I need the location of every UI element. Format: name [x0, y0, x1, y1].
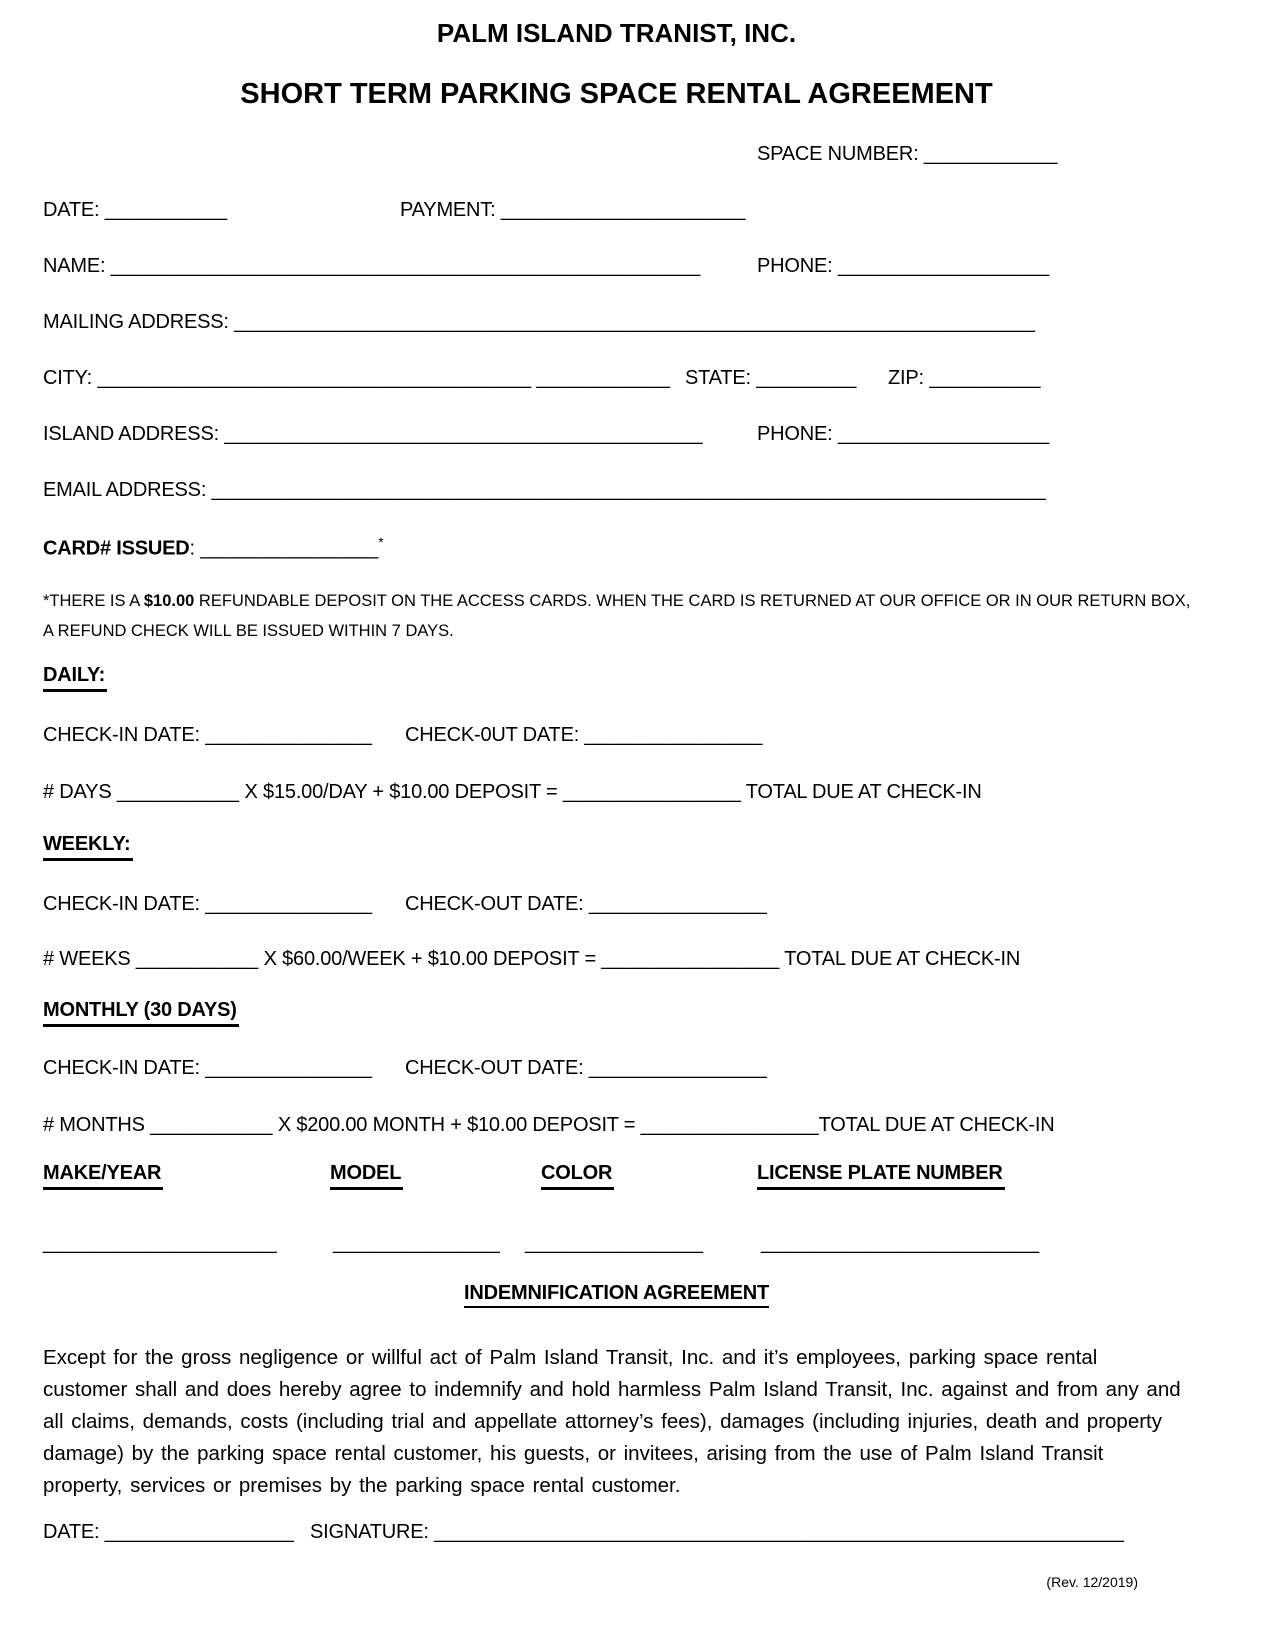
- monthly-section-row: [43, 999, 1190, 1027]
- city-blank-1[interactable]: _______________________________________: [97, 367, 532, 389]
- daily-check-in-blank[interactable]: _______________: [205, 724, 373, 746]
- mailing-address-label: MAILING ADDRESS:: [43, 311, 229, 333]
- payment-label: PAYMENT:: [400, 199, 496, 221]
- daily-check-out-label: CHECK-0UT DATE:: [405, 724, 580, 746]
- weekly-heading: WEEKLY:: [43, 833, 133, 861]
- monthly-rate-text: X $200.00 MONTH + $10.00 DEPOSIT =: [277, 1114, 636, 1136]
- vehicle-color-blank[interactable]: ________________: [525, 1232, 703, 1254]
- zip-label: ZIP:: [888, 367, 924, 389]
- monthly-qty-label: # MONTHS: [43, 1114, 145, 1136]
- card-issued-asterisk: *: [378, 534, 384, 550]
- signature-label: SIGNATURE:: [310, 1521, 429, 1543]
- mailing-address-row: [43, 311, 1190, 334]
- payment-blank[interactable]: ______________________: [500, 199, 746, 221]
- space-number-blank[interactable]: ____________: [923, 143, 1058, 165]
- vehicle-header-model: MODEL: [330, 1162, 403, 1190]
- daily-formula-row: [43, 781, 1190, 804]
- card-issued-row: [43, 534, 1190, 561]
- deposit-note: [43, 586, 1193, 646]
- vehicle-make-year-blank[interactable]: _____________________: [43, 1232, 277, 1254]
- card-issued-label: CARD# ISSUED: [43, 537, 190, 560]
- vehicle-header-color: COLOR: [541, 1162, 614, 1190]
- island-phone-blank[interactable]: ___________________: [837, 423, 1050, 445]
- monthly-check-in-blank[interactable]: _______________: [205, 1057, 373, 1079]
- monthly-total-label: TOTAL DUE AT CHECK-IN: [818, 1114, 1055, 1136]
- daily-total-blank[interactable]: ________________: [562, 781, 741, 803]
- footer-date-label: DATE:: [43, 1521, 100, 1543]
- signature-blank[interactable]: ______________________________________________________________: [434, 1521, 1124, 1543]
- deposit-note-prefix: *THERE IS A: [43, 592, 144, 610]
- weekly-check-in-label: CHECK-IN DATE:: [43, 893, 200, 915]
- email-address-label: EMAIL ADDRESS:: [43, 479, 207, 501]
- name-blank[interactable]: _____________________________________________________: [110, 255, 701, 277]
- weekly-qty-blank[interactable]: ___________: [135, 948, 259, 970]
- footer-date-blank[interactable]: _________________: [104, 1521, 294, 1543]
- date-label: DATE:: [43, 199, 100, 221]
- daily-heading: DAILY:: [43, 664, 107, 692]
- indemnification-heading: INDEMNIFICATION AGREEMENT: [464, 1282, 769, 1308]
- name-label: NAME:: [43, 255, 106, 277]
- zip-blank[interactable]: __________: [929, 367, 1041, 389]
- daily-check-in-label: CHECK-IN DATE:: [43, 724, 200, 746]
- vehicle-header-license-plate: LICENSE PLATE NUMBER: [757, 1162, 1005, 1190]
- monthly-qty-blank[interactable]: ___________: [150, 1114, 273, 1136]
- vehicle-license-plate-blank[interactable]: _________________________: [761, 1232, 1040, 1254]
- daily-check-out-blank[interactable]: ________________: [584, 724, 763, 746]
- weekly-qty-label: # WEEKS: [43, 948, 131, 970]
- weekly-total-blank[interactable]: ________________: [601, 948, 780, 970]
- city-blank-2[interactable]: ____________: [536, 367, 671, 389]
- daily-section-row: [43, 664, 1190, 692]
- phone-label: PHONE:: [757, 255, 833, 277]
- daily-rate-text: X $15.00/DAY + $10.00 DEPOSIT =: [244, 781, 558, 803]
- weekly-total-label: TOTAL DUE AT CHECK-IN: [784, 948, 1021, 970]
- monthly-total-blank[interactable]: ________________: [640, 1114, 819, 1136]
- island-phone-label: PHONE:: [757, 423, 833, 445]
- deposit-note-amount: $10.00: [143, 592, 195, 610]
- weekly-check-in-blank[interactable]: _______________: [205, 893, 373, 915]
- indemnification-paragraph: Except for the gross negligence or willful act of Palm Island Transit, Inc. and it’s employees, parking space rental customer shall and does hereby agree to indemnify and hold harmless Palm Island Transit, Inc. against and from any and all claims, demands, costs (including trial and appellate attorney’s fees), damages (including injuries, death and property damage) by the parking space rental customer, his guests, or invitees, arising from the use of Palm Island Transit property, services or premises by the parking space rental customer.: [43, 1346, 1181, 1497]
- space-number-label: SPACE NUMBER:: [757, 143, 919, 165]
- city-label: CITY:: [43, 367, 93, 389]
- weekly-formula-row: [43, 948, 1190, 971]
- card-issued-blank[interactable]: ________________: [200, 537, 379, 560]
- state-label: STATE:: [685, 367, 751, 389]
- monthly-heading: MONTHLY (30 DAYS): [43, 999, 239, 1027]
- monthly-check-out-label: CHECK-OUT DATE:: [405, 1057, 584, 1079]
- indemnification-heading-row: [43, 1282, 1190, 1308]
- company-name: PALM ISLAND TRANIST, INC.: [436, 18, 797, 48]
- weekly-rate-text: X $60.00/WEEK + $10.00 DEPOSIT =: [263, 948, 596, 970]
- daily-qty-label: # DAYS: [43, 781, 112, 803]
- date-blank[interactable]: ___________: [104, 199, 228, 221]
- monthly-check-in-label: CHECK-IN DATE:: [43, 1057, 200, 1079]
- weekly-check-out-label: CHECK-OUT DATE:: [405, 893, 584, 915]
- weekly-check-out-blank[interactable]: ________________: [588, 893, 767, 915]
- island-address-label: ISLAND ADDRESS:: [43, 423, 219, 445]
- revision-note: (Rev. 12/2019): [1046, 1574, 1138, 1590]
- email-address-blank[interactable]: ___________________________________________________________________________: [211, 479, 1046, 501]
- deposit-note-suffix: REFUNDABLE DEPOSIT ON THE ACCESS CARDS. WHEN THE CARD IS RETURNED AT OUR OFFICE OR IN OUR RETURN BOX, A REFUND CHECK WILL BE ISSUED WITHIN 7 DAYS.: [43, 592, 1191, 640]
- card-issued-separator: :: [189, 537, 201, 560]
- state-blank[interactable]: _________: [756, 367, 857, 389]
- island-address-blank[interactable]: ___________________________________________: [224, 423, 703, 445]
- vehicle-model-blank[interactable]: _______________: [333, 1232, 500, 1254]
- phone-blank[interactable]: ___________________: [837, 255, 1050, 277]
- monthly-check-out-blank[interactable]: ________________: [588, 1057, 767, 1079]
- daily-total-label: TOTAL DUE AT CHECK-IN: [745, 781, 982, 803]
- email-row: [43, 479, 1190, 502]
- monthly-formula-row: [43, 1114, 1190, 1137]
- vehicle-header-make-year: MAKE/YEAR: [43, 1162, 163, 1190]
- mailing-address-blank[interactable]: ________________________________________________________________________: [234, 311, 1035, 333]
- weekly-section-row: [43, 833, 1190, 861]
- form-title: SHORT TERM PARKING SPACE RENTAL AGREEMENT: [240, 78, 993, 110]
- daily-qty-blank[interactable]: ___________: [116, 781, 240, 803]
